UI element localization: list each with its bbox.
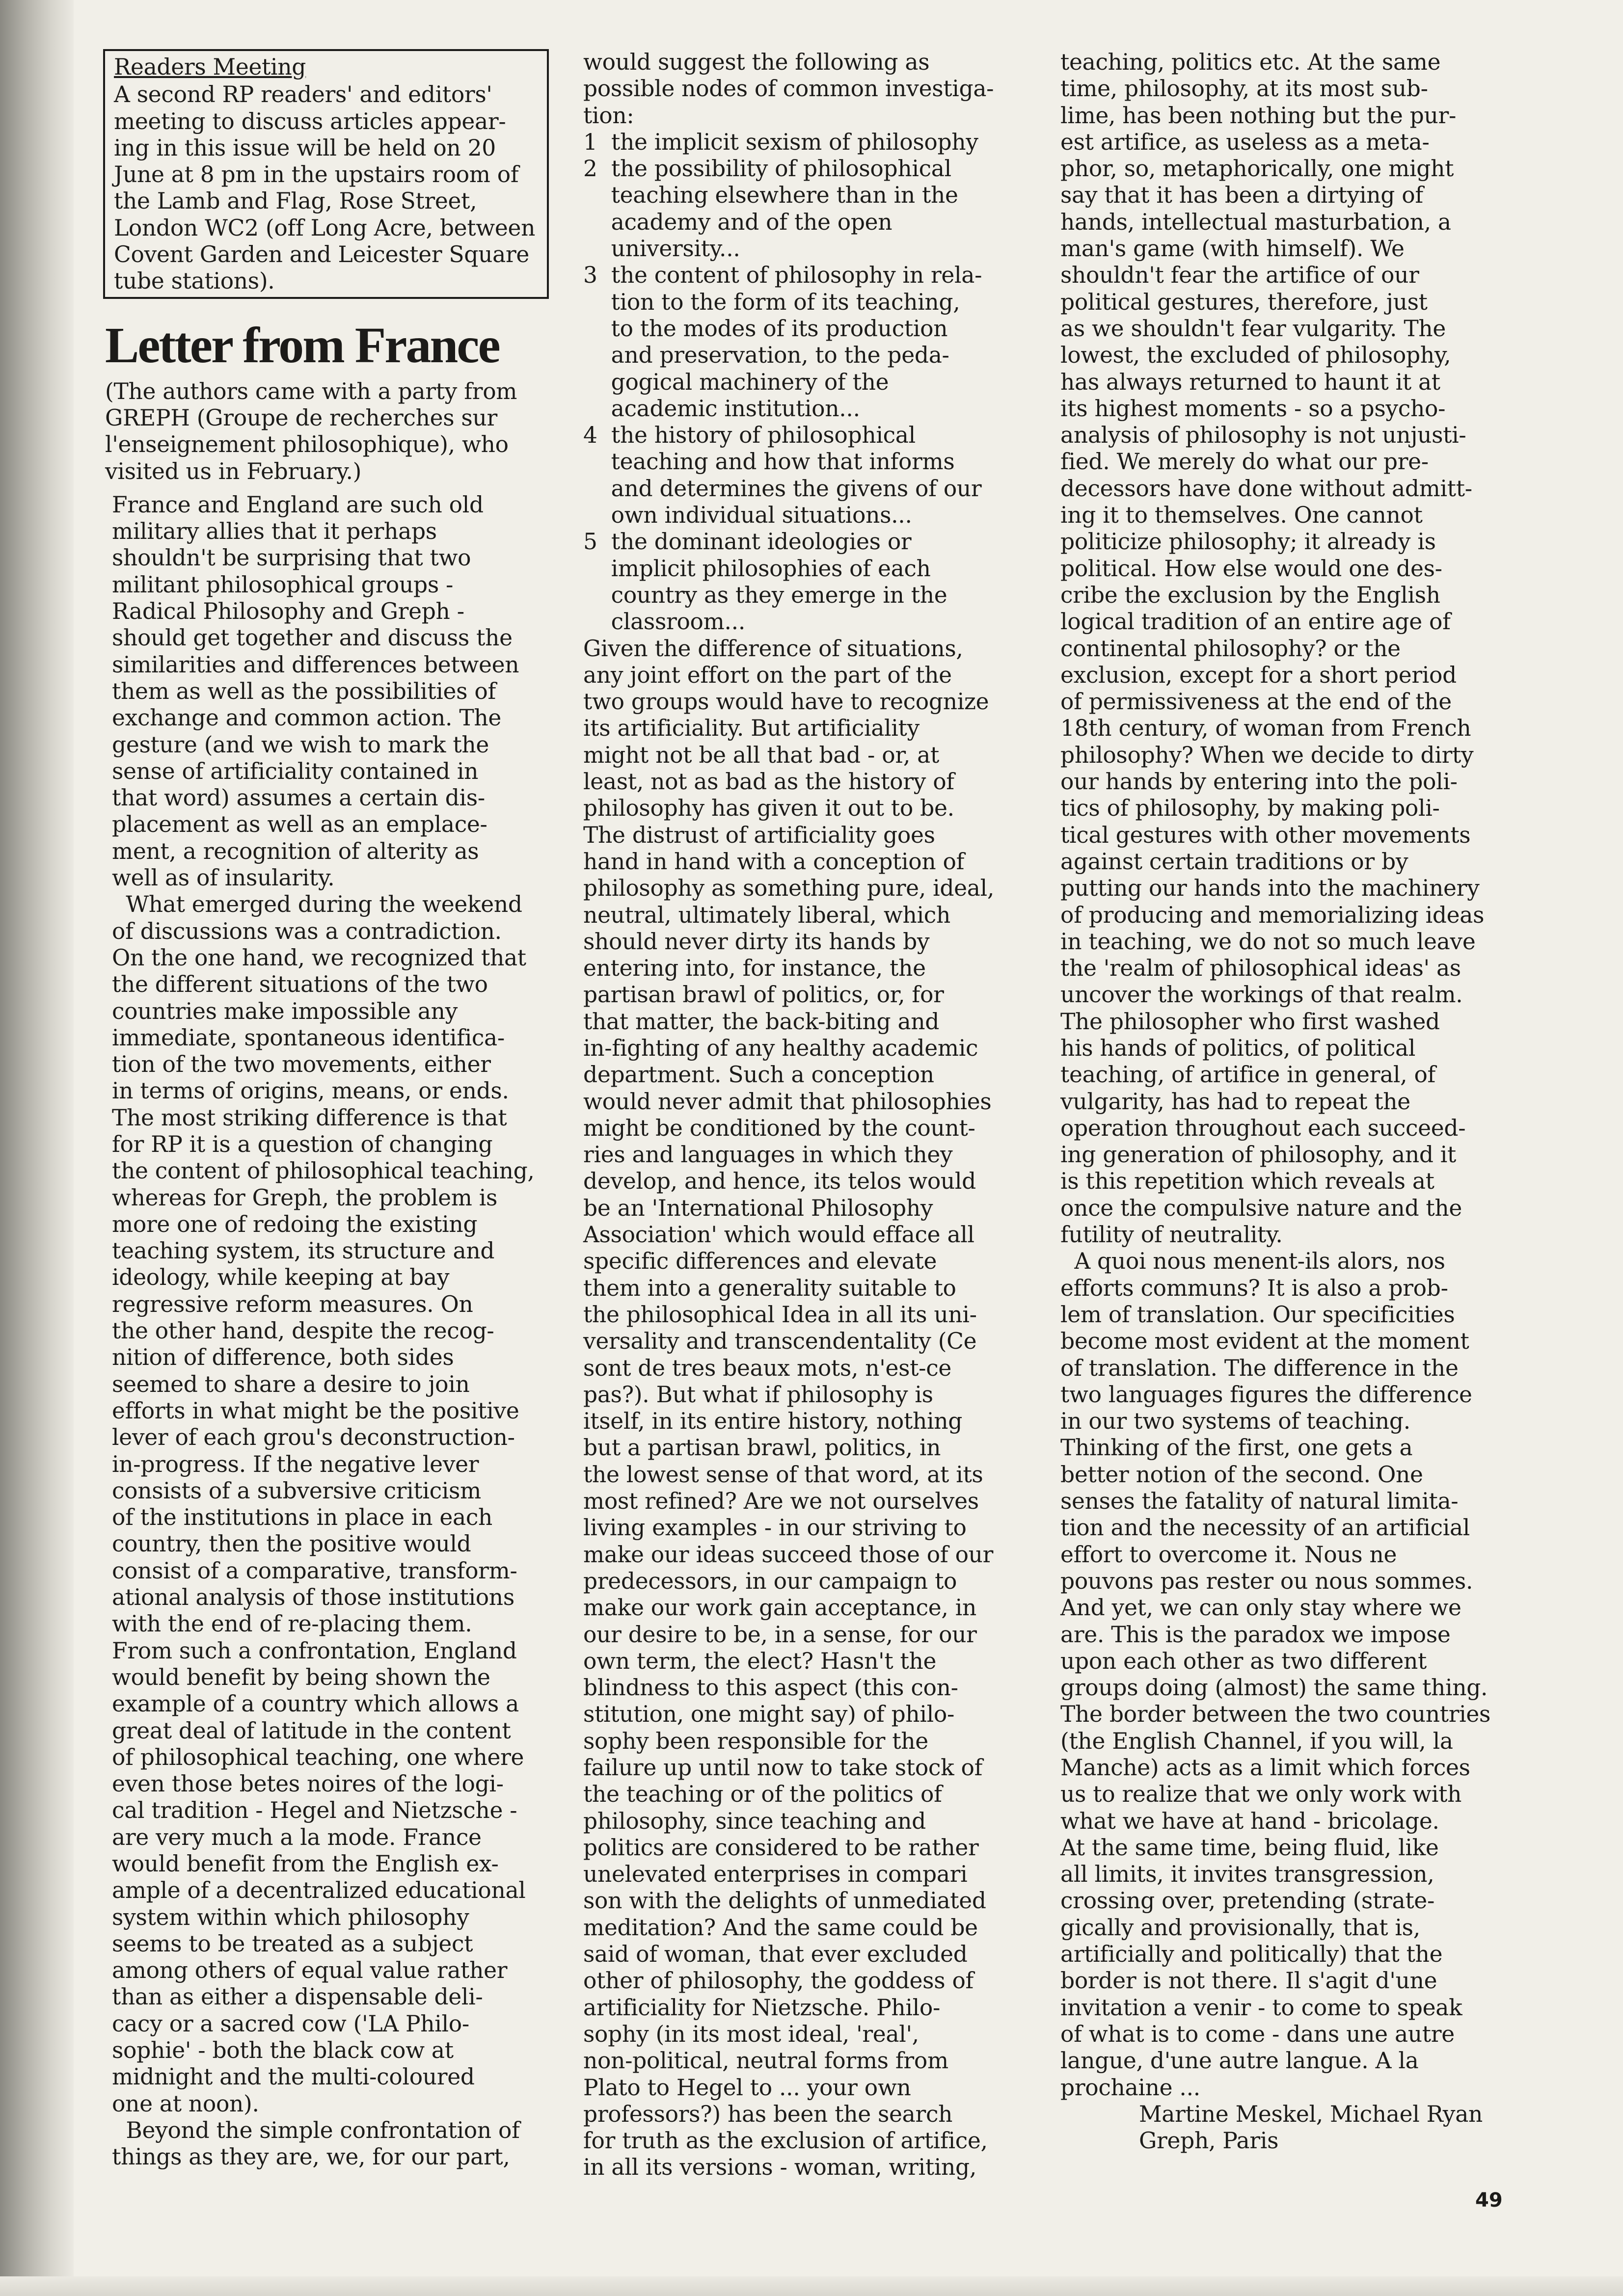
text-line: philosophy, since teaching and: [583, 1808, 926, 1834]
text-line: political. How else would one des-: [1060, 555, 1442, 582]
text-line: might be conditioned by the count-: [583, 1115, 975, 1141]
text-line: tion to the form of its teaching,: [583, 289, 960, 315]
text-line: philosophy as something pure, ideal,: [583, 875, 995, 902]
column-2-text: [583, 49, 1035, 2181]
text-line: teaching elsewhere than in the: [583, 182, 958, 209]
column-3-text: [1060, 49, 1522, 2101]
text-line: us to realize that we only work with: [1060, 1781, 1462, 1808]
text-line: with the end of re-placing them.: [112, 1611, 472, 1637]
text-line: would benefit from the English ex-: [112, 1851, 499, 1877]
text-line: once the compulsive nature and the: [1060, 1195, 1462, 1221]
text-line: France and England are such old: [112, 491, 484, 518]
text-line: On the one hand, we recognized that: [112, 944, 526, 971]
text-line: versality and transcendentality (Ce: [583, 1328, 977, 1355]
text-line: The philosopher who first washed: [1060, 1008, 1440, 1035]
text-line: entering into, for instance, the: [583, 955, 926, 982]
text-line: great deal of latitude in the content: [112, 1717, 511, 1744]
text-line: cal tradition - Hegel and Nietzsche -: [112, 1797, 517, 1824]
text-line: own term, the elect? Hasn't the: [583, 1648, 937, 1674]
text-line: even those betes noires of the logi-: [112, 1771, 504, 1797]
text-line: lem of translation. Our specificities: [1060, 1301, 1455, 1328]
text-line: The most striking difference is that: [112, 1104, 507, 1131]
text-line: countries make impossible any: [112, 998, 458, 1024]
intro-line: (The authors came with a party from: [105, 378, 517, 404]
text-line: well as of insularity.: [112, 865, 335, 891]
text-line: would benefit by being shown the: [112, 1664, 490, 1690]
text-line: of producing and memorializing ideas: [1060, 902, 1485, 928]
notice-line: Covent Garden and Leicester Square: [114, 241, 530, 268]
text-line: gogical machinery of the: [583, 369, 889, 395]
column-1: [105, 49, 554, 2171]
text-line: vulgarity, has had to repeat the: [1060, 1088, 1410, 1115]
text-line: the teaching or of the politics of: [583, 1781, 942, 1808]
notice-title: Readers Meeting: [114, 54, 306, 80]
text-line: sense of artificiality contained in: [112, 758, 479, 784]
text-line: Thinking of the first, one gets a: [1060, 1435, 1413, 1461]
text-line: failure up until now to take stock of: [583, 1755, 983, 1781]
text-line: of the institutions in place in each: [112, 1504, 493, 1531]
text-line: the lowest sense of that word, at its: [583, 1461, 983, 1488]
notice-body: [114, 81, 547, 294]
text-line: crossing over, pretending (strate-: [1060, 1888, 1435, 1914]
text-line: efforts in what might be the positive: [112, 1397, 519, 1424]
text-line: make our ideas succeed those of our: [583, 1541, 994, 1568]
readers-meeting-notice: [103, 49, 549, 299]
text-line: 18th century, of woman from French: [1060, 715, 1471, 742]
text-line: 1 the implicit sexism of philosophy: [583, 129, 978, 155]
text-line: time, philosophy, at its most sub-: [1060, 76, 1428, 102]
text-line: lowest, the excluded of philosophy,: [1060, 342, 1451, 369]
text-line: in-fighting of any healthy academic: [583, 1035, 978, 1061]
text-line: logical tradition of an entire age of: [1060, 609, 1451, 635]
text-line: ing it to themselves. One cannot: [1060, 502, 1423, 529]
text-line: consist of a comparative, transform-: [112, 1557, 517, 1584]
text-line: any joint effort on the part of the: [583, 662, 952, 688]
text-line: would suggest the following as: [583, 49, 930, 75]
text-line: meditation? And the same could be: [583, 1914, 978, 1941]
text-line: in our two systems of teaching.: [1060, 1408, 1410, 1435]
text-line: philosophy has given it out to be.: [583, 795, 954, 822]
text-line: teaching system, its structure and: [112, 1238, 495, 1264]
text-line: ample of a decentralized educational: [112, 1877, 526, 1904]
text-line: country as they emerge in the: [583, 582, 947, 608]
text-line: in all its versions - woman, writing,: [583, 2154, 977, 2181]
text-line: senses the fatality of natural limita-: [1060, 1488, 1459, 1515]
text-line: than as either a dispensable deli-: [112, 1984, 483, 2010]
text-line: langue, d'une autre langue. A la: [1060, 2048, 1419, 2074]
text-line: them into a generality suitable to: [583, 1275, 956, 1301]
text-line: one at noon).: [112, 2090, 259, 2117]
text-line: system within which philosophy: [112, 1904, 469, 1930]
book-spine-shadow: [0, 0, 74, 2296]
text-line: ing generation of philosophy, and it: [1060, 1142, 1457, 1168]
text-line: border is not there. Il s'agit d'une: [1060, 1968, 1437, 1994]
text-line: better notion of the second. One: [1060, 1461, 1423, 1488]
text-line: gically and provisionally, that is,: [1060, 1914, 1420, 1941]
notice-line: A second RP readers' and editors': [114, 81, 492, 108]
text-line: fied. We merely do what our pre-: [1060, 449, 1429, 475]
text-line: sont de tres beaux mots, n'est-ce: [583, 1355, 952, 1381]
text-line: hands, intellectual masturbation, a: [1060, 209, 1451, 235]
text-line: the different situations of the two: [112, 971, 488, 998]
text-line: in terms of origins, means, or ends.: [112, 1078, 509, 1104]
text-line: The distrust of artificiality goes: [583, 822, 935, 848]
text-line: shouldn't be surprising that two: [112, 545, 471, 571]
text-line: similarities and differences between: [112, 651, 519, 678]
notice-line: tube stations).: [114, 268, 275, 294]
text-line: to the modes of its production: [583, 315, 948, 342]
text-line: own individual situations...: [583, 502, 912, 529]
text-line: say that it has been a dirtying of: [1060, 182, 1423, 209]
text-line: professors?) has been the search: [583, 2101, 953, 2127]
text-line: should get together and discuss the: [112, 625, 513, 651]
text-line: groups doing (almost) the same thing.: [1060, 1675, 1488, 1701]
text-line: his hands of politics, of political: [1060, 1035, 1416, 1061]
text-line: that word) assumes a certain dis-: [112, 785, 485, 811]
text-line: prochaine ...: [1060, 2074, 1200, 2101]
text-line: Given the difference of situations,: [583, 635, 963, 662]
text-line: possible nodes of common investiga-: [583, 76, 994, 102]
text-line: sophy been responsible for the: [583, 1728, 928, 1754]
notice-line: meeting to discuss articles appear-: [114, 108, 506, 134]
text-line: and determines the givens of our: [583, 475, 982, 502]
text-line: least, not as bad as the history of: [583, 769, 954, 795]
text-line: shouldn't fear the artifice of our: [1060, 262, 1419, 289]
text-line: of what is to come - dans une autre: [1060, 2021, 1455, 2047]
text-line: all limits, it invites transgression,: [1060, 1861, 1434, 1888]
text-line: tical gestures with other movements: [1060, 822, 1471, 848]
text-line: of discussions was a contradiction.: [112, 918, 502, 944]
text-line: specific differences and elevate: [583, 1248, 937, 1275]
text-line: them as well as the possibilities of: [112, 678, 496, 704]
text-line: of permissiveness at the end of the: [1060, 689, 1452, 715]
text-line: seems to be treated as a subject: [112, 1930, 473, 1957]
text-line: hand in hand with a conception of: [583, 848, 965, 875]
text-line: our hands by entering into the poli-: [1060, 769, 1458, 795]
text-line: ational analysis of those institutions: [112, 1584, 514, 1611]
text-line: effort to overcome it. Nous ne: [1060, 1541, 1397, 1568]
text-line: among others of equal value rather: [112, 1957, 508, 1984]
notice-line: London WC2 (off Long Acre, between: [114, 214, 536, 241]
text-line: against certain traditions or by: [1060, 848, 1408, 875]
column-2: [583, 49, 1035, 2181]
text-line: ideology, while keeping at bay: [112, 1264, 450, 1291]
text-line: Plato to Hegel to ... your own: [583, 2074, 911, 2101]
text-line: cacy or a sacred cow ('LA Philo-: [112, 2010, 469, 2037]
text-line: 3 the content of philosophy in rela-: [583, 262, 982, 289]
page-number: 49: [1475, 2189, 1503, 2212]
text-line: things as they are, we, for our part,: [112, 2144, 510, 2170]
text-line: pouvons pas rester ou nous sommes.: [1060, 1568, 1473, 1594]
text-line: is this repetition which reveals at: [1060, 1168, 1434, 1195]
text-line: and preservation, to the peda-: [583, 342, 949, 369]
text-line: militant philosophical groups -: [112, 571, 454, 598]
article-intro: [105, 378, 554, 485]
text-line: teaching, of artifice in general, of: [1060, 1062, 1436, 1088]
text-line: tics of philosophy, by making poli-: [1060, 795, 1440, 822]
text-line: two groups would have to recognize: [583, 689, 989, 715]
text-line: political gestures, therefore, just: [1060, 289, 1428, 315]
text-line: regressive reform measures. On: [112, 1291, 473, 1317]
text-line: pas?). But what if philosophy is: [583, 1381, 933, 1408]
text-line: are. This is the paradox we impose: [1060, 1621, 1451, 1648]
text-line: the content of philosophical teaching,: [112, 1158, 535, 1184]
text-line: implicit philosophies of each: [583, 555, 931, 582]
text-line: Association' which would efface all: [583, 1222, 974, 1248]
text-line: man's game (with himself). We: [1060, 236, 1405, 262]
text-line: From such a confrontation, England: [112, 1637, 517, 1664]
text-line: university...: [583, 236, 740, 262]
text-line: artificially and politically) that the: [1060, 1941, 1443, 1968]
text-line: whereas for Greph, the problem is: [112, 1184, 498, 1211]
text-line: of philosophical teaching, one where: [112, 1744, 524, 1770]
text-line: Radical Philosophy and Greph -: [112, 598, 464, 625]
notice-line: June at 8 pm in the upstairs room of: [114, 161, 519, 188]
text-line: A quoi nous menent-ils alors, nos: [1060, 1248, 1445, 1275]
text-line: putting our hands into the machinery: [1060, 875, 1480, 902]
text-line: non-political, neutral forms from: [583, 2048, 948, 2074]
intro-line: GREPH (Groupe de recherches sur: [105, 404, 497, 431]
text-line: continental philosophy? or the: [1060, 635, 1401, 662]
text-line: artificiality for Nietzsche. Philo-: [583, 1994, 941, 2021]
text-line: might not be all that bad - or, at: [583, 742, 939, 768]
text-line: unelevated enterprises in compari: [583, 1861, 968, 1888]
text-line: has always returned to haunt it at: [1060, 369, 1440, 395]
intro-line: l'enseignement philosophique), who: [105, 431, 509, 458]
text-line: ment, a recognition of alterity as: [112, 838, 479, 864]
text-line: living examples - in our striving to: [583, 1515, 967, 1541]
text-line: as we shouldn't fear vulgarity. The: [1060, 315, 1446, 342]
text-line: example of a country which allows a: [112, 1691, 519, 1717]
text-line: department. Such a conception: [583, 1062, 934, 1088]
text-line: most refined? Are we not ourselves: [583, 1488, 979, 1515]
signature-line: Martine Meskel, Michael Ryan: [1139, 2101, 1483, 2127]
text-line: but a partisan brawl, politics, in: [583, 1435, 941, 1461]
text-line: the philosophical Idea in all its uni-: [583, 1301, 977, 1328]
text-line: neutral, ultimately liberal, which: [583, 902, 950, 928]
column-1-text: [112, 492, 554, 2171]
text-line: partisan brawl of politics, or, for: [583, 982, 944, 1008]
text-line: tion and the necessity of an artificial: [1060, 1515, 1470, 1541]
text-line: what we have at hand - bricolage.: [1060, 1808, 1439, 1834]
text-line: gesture (and we wish to mark the: [112, 731, 489, 758]
text-line: for truth as the exclusion of artifice,: [583, 2128, 988, 2154]
page-bottom-edge: [0, 2276, 1623, 2296]
text-line: would never admit that philosophies: [583, 1088, 992, 1115]
text-line: Beyond the simple confrontation of: [112, 2117, 520, 2143]
text-line: its artificiality. But artificiality: [583, 715, 920, 742]
text-line: in teaching, we do not so much leave: [1060, 928, 1476, 955]
text-line: seemed to share a desire to join: [112, 1371, 470, 1397]
text-line: exclusion, except for a short period: [1060, 662, 1457, 688]
text-line: classroom...: [583, 609, 745, 635]
text-line: in-progress. If the negative lever: [112, 1451, 479, 1477]
text-line: futility of neutrality.: [1060, 1222, 1283, 1248]
text-line: operation throughout each succeed-: [1060, 1115, 1466, 1141]
text-line: teaching and how that informs: [583, 449, 955, 475]
text-line: 2 the possibility of philosophical: [583, 156, 951, 182]
text-line: its highest moments - so a psycho-: [1060, 395, 1446, 422]
article-headline: Letter from France: [105, 317, 499, 374]
text-line: military allies that it perhaps: [112, 518, 437, 545]
text-line: develop, and hence, its telos would: [583, 1168, 976, 1195]
text-line: said of woman, that ever excluded: [583, 1941, 968, 1968]
text-line: itself, in its entire history, nothing: [583, 1408, 963, 1435]
text-line: tion:: [583, 102, 634, 129]
text-line: academic institution...: [583, 395, 860, 422]
column-3: [1060, 49, 1522, 2154]
text-line: be an 'International Philosophy: [583, 1195, 933, 1221]
text-line: sophy (in its most ideal, 'real',: [583, 2021, 919, 2047]
notice-line: the Lamb and Flag, Rose Street,: [114, 188, 477, 214]
text-line: the other hand, despite the recog-: [112, 1318, 494, 1344]
text-line: blindness to this aspect (this con-: [583, 1675, 958, 1701]
text-line: And yet, we can only stay where we: [1060, 1595, 1461, 1621]
text-line: other of philosophy, the goddess of: [583, 1968, 974, 1994]
text-line: that matter, the back-biting and: [583, 1008, 940, 1035]
notice-line: ing in this issue will be held on 20: [114, 134, 496, 161]
text-line: teaching, politics etc. At the same: [1060, 49, 1441, 75]
text-line: the 'realm of philosophical ideas' as: [1060, 955, 1461, 982]
text-line: decessors have done without admitt-: [1060, 475, 1472, 502]
signature-line: Greph, Paris: [1139, 2128, 1279, 2154]
text-line: 5 the dominant ideologies or: [583, 529, 912, 555]
text-line: analysis of philosophy is not unjusti-: [1060, 422, 1466, 449]
text-line: stitution, one might say) of philo-: [583, 1701, 955, 1728]
text-line: for RP it is a question of changing: [112, 1131, 493, 1157]
text-line: become most evident at the moment: [1060, 1328, 1469, 1355]
text-line: politicize philosophy; it already is: [1060, 529, 1436, 555]
text-line: tion of the two movements, either: [112, 1051, 491, 1078]
text-line: our desire to be, in a sense, for our: [583, 1621, 977, 1648]
text-line: cribe the exclusion by the English: [1060, 582, 1440, 608]
article-signature: [1060, 2101, 1522, 2155]
text-line: ries and languages in which they: [583, 1142, 953, 1168]
text-line: lever of each grou's deconstruction-: [112, 1424, 515, 1451]
text-line: est artifice, as useless as a meta-: [1060, 129, 1430, 155]
intro-line: visited us in February.): [105, 458, 362, 484]
text-line: exchange and common action. The: [112, 705, 502, 731]
text-line: academy and of the open: [583, 209, 893, 235]
text-line: nition of difference, both sides: [112, 1344, 454, 1371]
text-line: immediate, spontaneous identifica-: [112, 1024, 505, 1051]
text-line: consists of a subversive criticism: [112, 1477, 481, 1504]
text-line: upon each other as two different: [1060, 1648, 1427, 1674]
text-line: (the English Channel, if you will, la: [1060, 1728, 1453, 1754]
text-line: sophie' - both the black cow at: [112, 2037, 454, 2064]
text-line: country, then the positive would: [112, 1531, 471, 1557]
text-line: more one of redoing the existing: [112, 1211, 478, 1237]
text-line: make our work gain acceptance, in: [583, 1595, 976, 1621]
text-line: of translation. The difference in the: [1060, 1355, 1459, 1381]
text-line: politics are considered to be rather: [583, 1834, 979, 1861]
text-line: The border between the two countries: [1060, 1701, 1491, 1728]
text-line: invitation a venir - to come to speak: [1060, 1994, 1462, 2021]
text-line: are very much a la mode. France: [112, 1824, 482, 1850]
text-line: lime, has been nothing but the pur-: [1060, 102, 1457, 129]
text-line: should never dirty its hands by: [583, 928, 930, 955]
text-line: phor, so, metaphorically, one might: [1060, 156, 1454, 182]
text-line: What emerged during the weekend: [112, 891, 522, 918]
text-line: 4 the history of philosophical: [583, 422, 916, 449]
text-line: predecessors, in our campaign to: [583, 1568, 957, 1594]
text-line: two languages figures the difference: [1060, 1381, 1472, 1408]
text-line: uncover the workings of that realm.: [1060, 982, 1463, 1008]
text-line: efforts communs? It is also a prob-: [1060, 1275, 1448, 1301]
text-line: philosophy? When we decide to dirty: [1060, 742, 1474, 768]
text-line: placement as well as an emplace-: [112, 811, 487, 838]
text-line: midnight and the multi-coloured: [112, 2064, 475, 2090]
text-line: son with the delights of unmediated: [583, 1888, 986, 1914]
text-line: Manche) acts as a limit which forces: [1060, 1755, 1470, 1781]
text-line: At the same time, being fluid, like: [1060, 1834, 1439, 1861]
